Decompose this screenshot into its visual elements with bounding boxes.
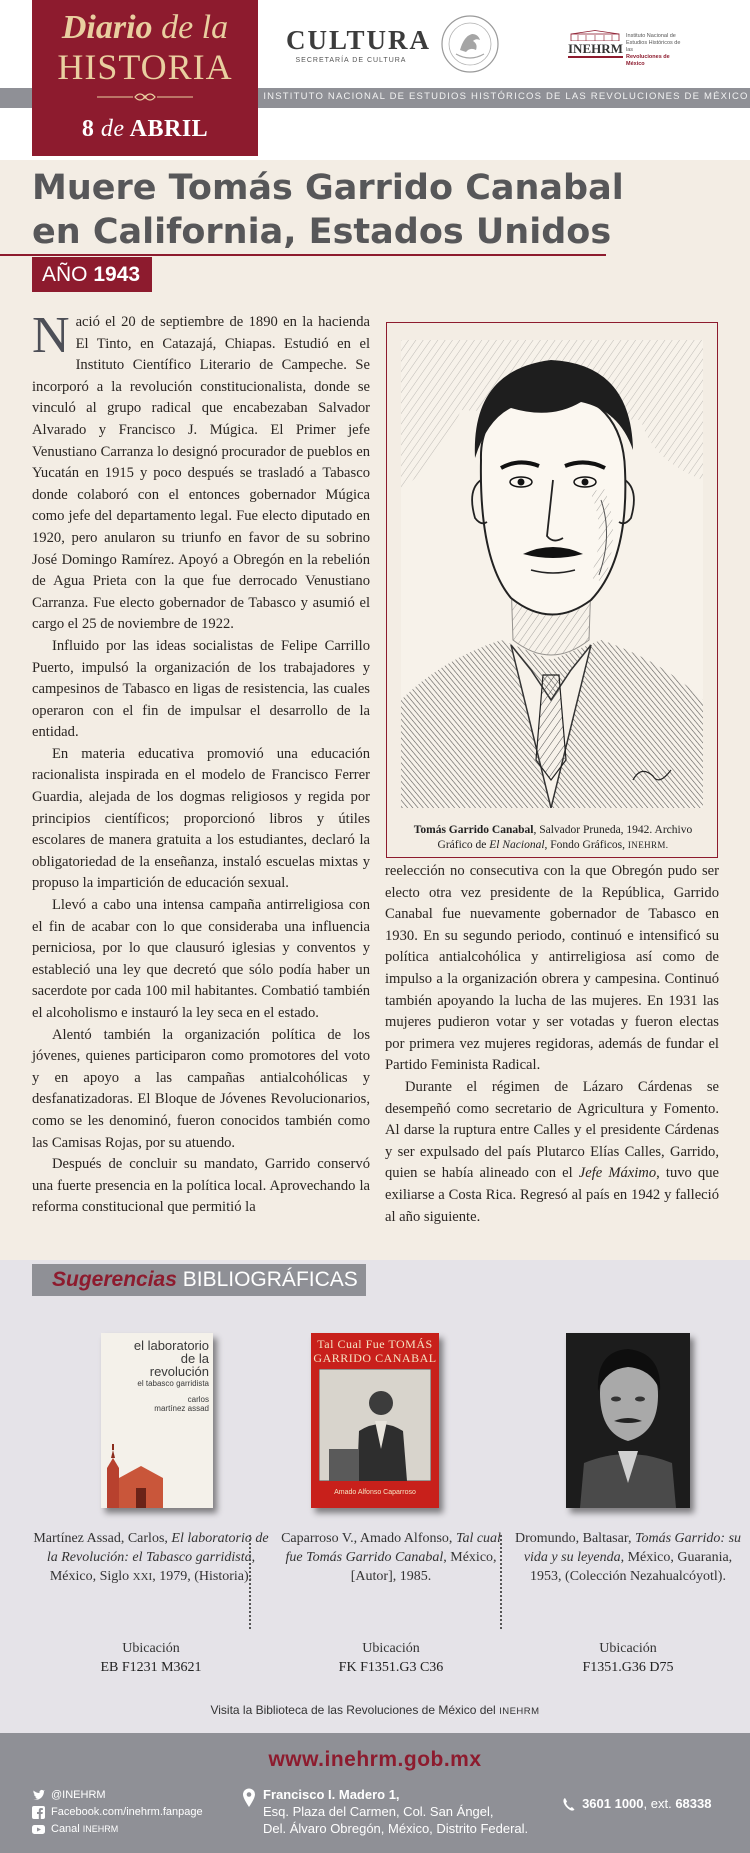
book-1-cover-line6: martínez assad — [154, 1404, 209, 1413]
article-title-line1: Muere Tomás Garrido Canabal — [32, 168, 624, 208]
ornament-icon — [95, 90, 195, 104]
cultura-logo[interactable] — [286, 25, 432, 64]
paragraph-8-jefe-maximo: Jefe Máximo — [578, 1165, 657, 1182]
book-1-author: Martínez Assad, Carlos, — [33, 1531, 172, 1546]
book-3-ubicacion-label: Ubicación — [599, 1641, 657, 1656]
book-1-cover-line4: el tabasco garridista — [137, 1379, 209, 1388]
brand-line1 — [32, 10, 258, 46]
page-footer — [0, 1733, 750, 1853]
inehrm-desc-line1: Instituto Nacional de — [626, 33, 676, 39]
sugerencias-title-em: Sugerencias — [52, 1268, 177, 1291]
book-3-reference — [509, 1529, 747, 1586]
article-title-line2: en California, Estados Unidos — [32, 212, 612, 252]
facebook-icon — [32, 1806, 45, 1819]
inehrm-desc-line3: Revoluciones de México — [626, 54, 670, 67]
twitter-icon — [32, 1789, 45, 1802]
youtube-link[interactable] — [32, 1821, 203, 1838]
book-1-reference — [32, 1529, 270, 1587]
separator-1 — [249, 1535, 251, 1629]
paragraph-6: Después de concluir su mandato, Garrido conservó una fuerte presencia en la política local. Aprovechando la reforma constitucional que permitió la — [32, 1156, 370, 1216]
youtube-label: Canal — [51, 1823, 83, 1835]
phone-ext: 68338 — [675, 1796, 712, 1811]
website-link[interactable]: www.inehrm.gob.mx — [268, 1748, 482, 1771]
paragraph-1-text: ació el 20 de septiembre de 1890 en la hacienda El Tinto, en Catazajá, Chiapas. Estudió en el Instituto Científico Literario de Campeche. Se incorporó a la revolución constitucionalista, donde se vinculó al grupo radical que encabezaban Salvador Alvarado y Francisco J. Múgica. El Primer jefe Venustiano Carranza lo designó procurador de pueblos en Yucatán en 1915 y poco después se trasladó a Tabasco donde colaboró con el entonces gobernador Múgica como jefe del departamento legal. Fue electo diputado en 1920, pero anularon su triunfo en favor de su sobrino José Domingo Ramírez. Apoyó a Obregón en la rebelión de Agua Prieta con la que fue derrocado Venustiano Carranza. Fue electo gobernador de Tabasco y asumió el cargo el 25 de noviembre de 1922. — [32, 314, 370, 633]
cultura-subtitle: SECRETARÍA DE CULTURA — [295, 57, 407, 64]
twitter-link[interactable] — [32, 1787, 203, 1804]
book-1-century: XXI — [132, 1571, 153, 1583]
paragraph-8-text-b: , tuvo que exiliarse a Costa Rica. Regresó al país en 1942 y falleció al año siguiente. — [385, 1165, 719, 1225]
inehrm-logo[interactable] — [568, 30, 688, 67]
brand-dela: de la — [152, 9, 229, 46]
book-2-reference — [272, 1529, 510, 1586]
inehrm-desc-line2: Estudios Históricos de las — [626, 40, 681, 53]
phone-number[interactable] — [564, 1796, 711, 1811]
book-1-cover-line2: de la — [180, 1351, 209, 1366]
address-line3: Del. Álvaro Obregón, México, Distrito Federal. — [263, 1821, 529, 1836]
portrait-caption — [395, 823, 711, 853]
year-badge — [32, 257, 152, 292]
seal-icon — [440, 14, 500, 74]
social-links — [32, 1787, 203, 1838]
book-1-ubicacion-label: Ubicación — [122, 1641, 180, 1656]
separator-2 — [500, 1535, 502, 1629]
institute-band-text: INSTITUTO NACIONAL DE ESTUDIOS HISTÓRICOS DE LAS REVOLUCIONES DE MÉXICO — [263, 91, 749, 102]
location-pin-icon — [242, 1788, 256, 1807]
article-column-right — [385, 861, 719, 1228]
brand-diario: Diario — [61, 9, 153, 46]
paragraph-1 — [32, 307, 370, 636]
paragraph-2: Influido por las ideas socialistas de Felipe Carrillo Puerto, impulsó la organización de los trabajadores y campesinos de Tabasco en ligas de resistencia, las cuales operaron con el fin de impulsar el desarrollo de la entidad. — [32, 637, 370, 741]
book-2-cover-author: Amado Alfonso Caparroso — [334, 1489, 416, 1496]
date-month: ABRIL — [129, 116, 209, 142]
book-2-cover-line2: GARRIDO CANABAL — [313, 1351, 437, 1365]
address-line1: Francisco I. Madero 1, — [263, 1787, 400, 1802]
caption-text-a: , Salvador Pruneda, 1942. Archivo Gráfico de — [437, 824, 693, 851]
youtube-icon — [32, 1823, 45, 1836]
visita-inehrm: INEHRM — [499, 1706, 540, 1717]
caption-subject: Tomás Garrido Canabal — [413, 824, 534, 836]
man-portrait-photo — [566, 1333, 690, 1508]
twitter-handle: @INEHRM — [51, 1789, 106, 1801]
article-column-left — [32, 307, 370, 1219]
drop-cap: N — [32, 307, 70, 364]
phone-ext-label: , ext. — [643, 1796, 676, 1811]
book-1-publisher: , México, Siglo — [49, 1550, 256, 1584]
visita-text: Visita la Biblioteca de las Revoluciones de México del — [210, 1703, 500, 1717]
book-1-title: El laboratorio de la Revolución: el Tabasco garridista — [46, 1531, 269, 1565]
book-1-cover-line1: el laboratorio — [133, 1338, 209, 1353]
date-day: 8 — [81, 116, 95, 142]
sugerencias-heading — [32, 1264, 366, 1296]
book-cover-1[interactable] — [101, 1333, 213, 1508]
paragraph-8-text-a: Durante el régimen de Lázaro Cárdenas se desempeñó como secretario de Agricultura y Fomento. Al darse la ruptura entre Calles y el presidente Cárdenas y ser expulsado del país Plutarco Elías Calles, Garrido, quien se había alineado con el — [385, 1078, 719, 1182]
book-3-call-number: F1351.G36 D75 — [582, 1660, 674, 1675]
inehrm-description — [626, 33, 688, 68]
church-illustration — [101, 1428, 213, 1508]
year-label: AÑO — [42, 263, 88, 286]
portrait-illustration — [401, 340, 703, 808]
portrait-figure — [386, 322, 718, 858]
book-2-title: Tal cual fue Tomás Garrido Canabal — [285, 1531, 501, 1565]
visita-biblioteca-note — [0, 1703, 750, 1717]
building-icon — [570, 30, 620, 41]
article-title — [32, 166, 712, 254]
book-cover-2[interactable] — [311, 1333, 439, 1508]
paragraph-8 — [385, 1077, 719, 1228]
facebook-url: Facebook.com/inehrm.fanpage — [51, 1806, 203, 1818]
book-2-cover-line1: Tal Cual Fue TOMÁS — [317, 1337, 433, 1351]
cultura-word: CULTURA — [286, 25, 432, 55]
caption-source: El Nacional — [489, 839, 545, 851]
book-3-title: Tomás Garrido: su vida y su leyenda — [523, 1531, 742, 1565]
caption-inehrm: INEHRM. — [627, 840, 669, 850]
address-block — [263, 1786, 528, 1837]
paragraph-3: En materia educativa promovió una educación racionalista inspirada en el modelo de Francisco Ferrer Guardia, alejada de los dogmas religiosos y regida por principios científicos; proporcionó libros y útiles escolares de manera gratuita a los estudiantes, declaró la obligatoriedad de la enseñanza, instaló escuelas mixtas y propuso la impartición de educación sexual. — [32, 745, 370, 892]
sugerencias-title-rest: BIBLIOGRÁFICAS — [176, 1268, 358, 1291]
book-3-publisher: , México, Guarania, 1953, (Colección Nezahualcóyotl). — [530, 1550, 733, 1584]
book-cover-3[interactable] — [566, 1333, 690, 1508]
book-2-author: Caparroso V., Amado Alfonso, — [281, 1531, 456, 1546]
book-1-cover-line5: carlos — [187, 1395, 209, 1404]
book-2-ubicacion-label: Ubicación — [362, 1641, 420, 1656]
caption-text-b: , Fondo Gráficos, — [544, 839, 628, 851]
phone-main: 3601 1000 — [582, 1796, 644, 1811]
seated-man-photo — [319, 1369, 431, 1481]
book-1-call-number: EB F1231 M3621 — [100, 1660, 202, 1675]
paragraph-7: reelección no consecutiva con la que Obregón pudo ser electo otra vez presidente de la República, Garrido Canabal fue nuevamente gobernador de Tabasco en 1930. En su segundo periodo, continuó e intensificó su política antialcohólica y antirreligiosa así como de impulso a la organización obrera y campesina. Continuó también apoyando la lucha de las mujeres. En 1931 las mujeres pudieron votar y ser votadas y fueron electas por primera vez mujeres regidoras, además de fundar el Partido Feminista Radical. — [385, 863, 719, 1074]
facebook-link[interactable] — [32, 1804, 203, 1821]
book-3-author: Dromundo, Baltasar, — [514, 1531, 635, 1546]
book-1-cover-line3: revolución — [149, 1364, 209, 1379]
date-de: de — [100, 116, 125, 142]
paragraph-5: Alentó también la organización política de los jóvenes, quienes participaron como promotores del voto y en apoyo a las campañas antialcohólicas y desfanatizadoras. El Bloque de Jóvenes Revolucionarios, como se les denominó, fueron conocidos también como las Camisas Rojas, por su atuendo. — [32, 1026, 370, 1151]
book-2-call-number: FK F1351.G3 C36 — [338, 1660, 444, 1675]
brand-historia: HISTORIA — [57, 47, 233, 87]
diario-brand-box — [32, 0, 258, 156]
brand-date — [32, 116, 258, 143]
address-line2: Esq. Plaza del Carmen, Col. San Ángel, — [263, 1804, 494, 1819]
youtube-channel: INEHRM — [82, 1824, 119, 1834]
paragraph-4: Llevó a cabo una intensa campaña antirreligiosa con el fin de acabar con lo que consideraba una influencia perniciosa, por lo que clausuró iglesias y conventos y estableció una ley que decretó que sólo podía haber un sacerdote por cada 100 mil habitantes. Combatió también el alcoholismo e instauró la ley seca en el estado. — [32, 897, 370, 1021]
year-value: 1943 — [93, 263, 141, 286]
inehrm-word: INEHRM — [568, 41, 623, 56]
book-1-year: , 1979, (Historia). — [152, 1569, 253, 1584]
book-2-publisher: , México, [Autor], 1985. — [350, 1550, 497, 1584]
title-rule — [0, 254, 606, 256]
